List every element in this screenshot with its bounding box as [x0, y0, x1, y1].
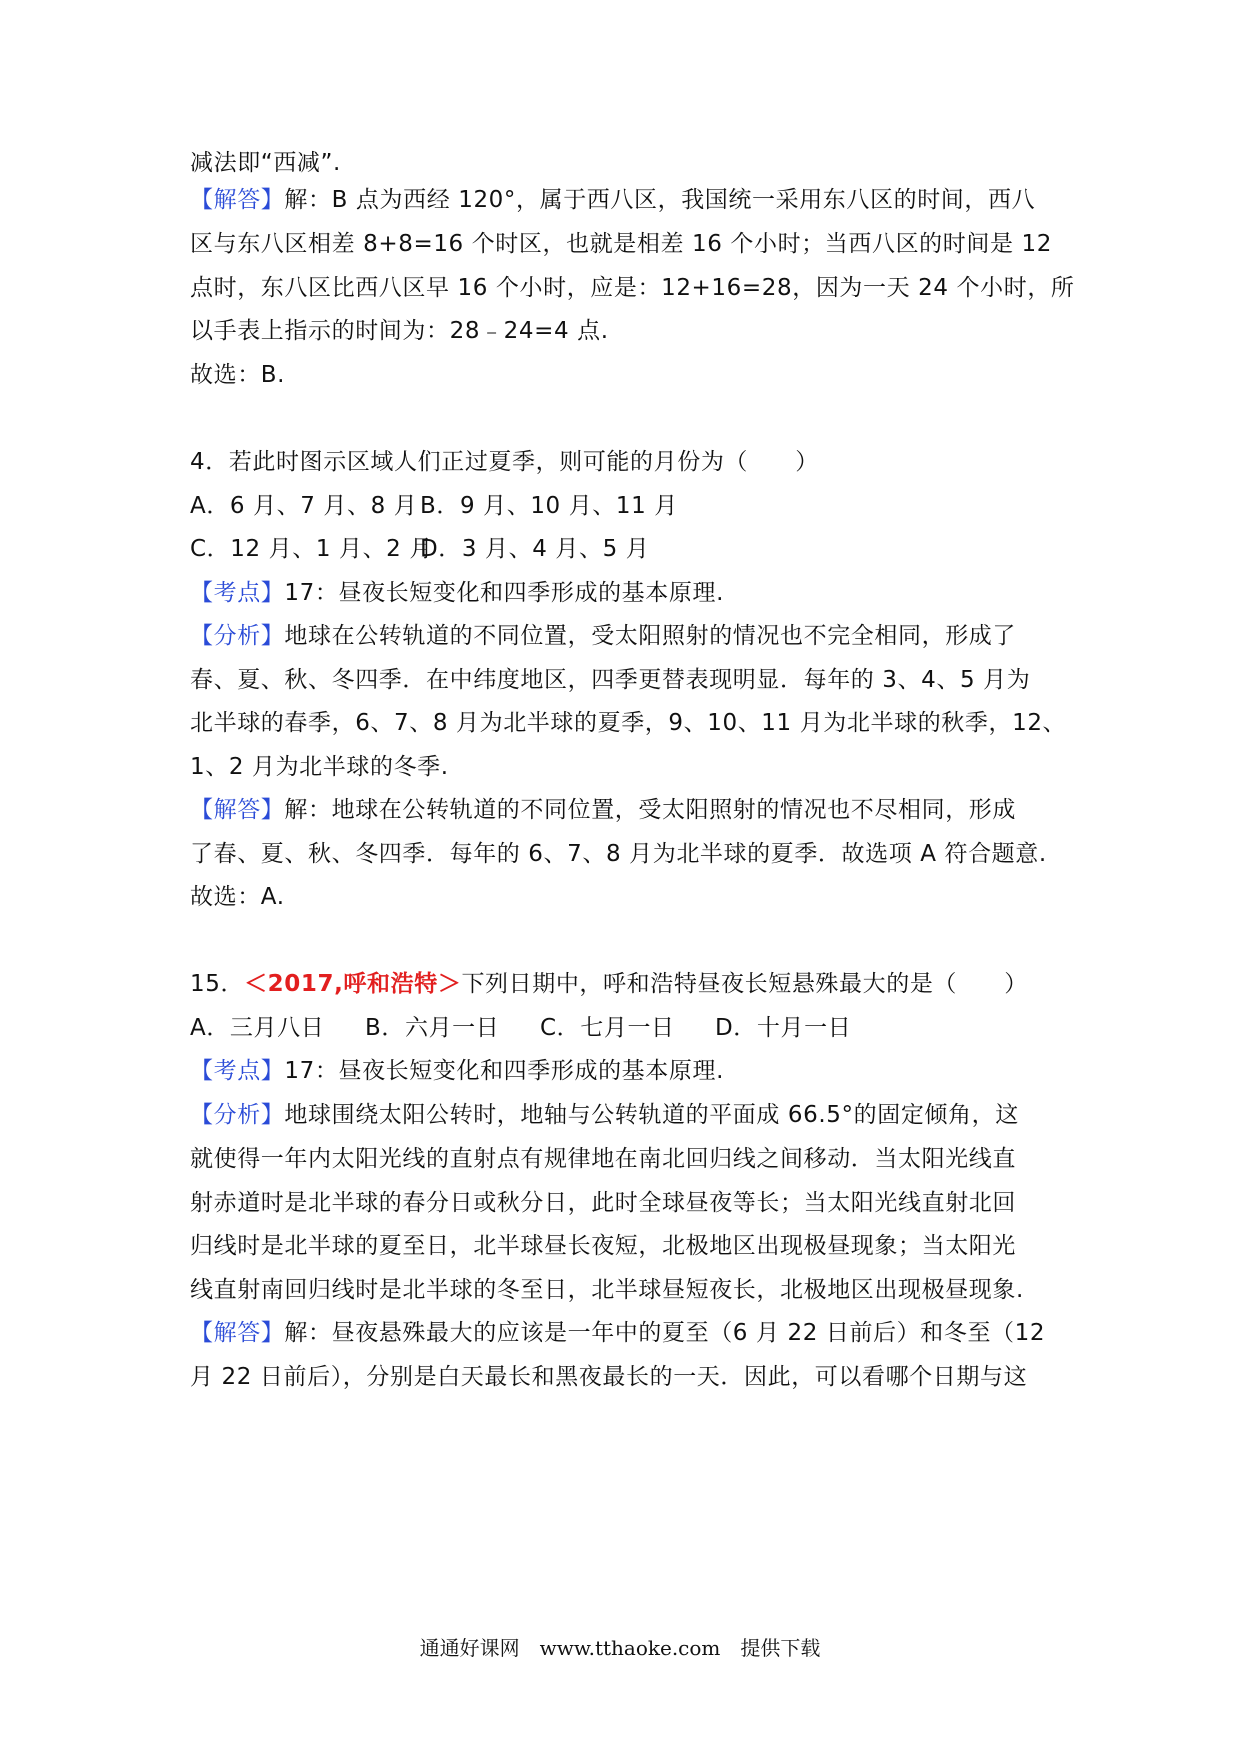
choice-line: [190, 358, 1070, 392]
text: 故选：A.: [190, 884, 285, 910]
analysis-line: [190, 1098, 1070, 1132]
text: 解：地球在公转轨道的不同位置，受太阳照射的情况也不尽相同，形成: [284, 797, 1017, 823]
kaodian-line: [190, 1054, 1070, 1088]
text-line: [190, 314, 1070, 348]
kaodian-tag: 【考点】: [190, 580, 285, 606]
text: 射赤道时是北半球的春分日或秋分日，此时全球昼夜等长；当太阳光线直射北回: [190, 1190, 1016, 1216]
analysis-tag: 【分析】: [190, 1102, 285, 1128]
question-4: [190, 445, 1070, 479]
answer-line: [190, 1316, 1070, 1350]
option-b: B．9 月、10 月、11 月: [420, 493, 678, 519]
text-line: [190, 1142, 1070, 1176]
text: 月 22 日前后），分别是白天最长和黑夜最长的一天．因此，可以看哪个日期与这: [190, 1364, 1028, 1390]
options-row: [190, 532, 1070, 566]
text-line: [190, 750, 1070, 784]
option-a: A．6 月、7 月、8 月: [190, 493, 418, 519]
text: 点时，东八区比西八区早 16 个小时，应是：12+16=28，因为一天 24 个小时，所: [190, 275, 1075, 301]
answer-line: [190, 793, 1070, 827]
question-text: 4．若此时图示区域人们正过夏季，则可能的月份为（ ）: [190, 449, 819, 475]
question-text: 下列日期中，呼和浩特昼夜长短悬殊最大的是（ ）: [461, 971, 1028, 997]
question-number: 15．: [190, 971, 245, 997]
option-d: D．3 月、4 月、5 月: [420, 536, 650, 562]
answer-tag: 【解答】: [190, 1320, 285, 1346]
text-line: [190, 837, 1070, 871]
option-d: D．十月一日: [715, 1015, 852, 1041]
text-line: [190, 663, 1070, 697]
text: 归线时是北半球的夏至日，北半球昼长夜短，北极地区出现极昼现象；当太阳光: [190, 1233, 1016, 1259]
question-15: [190, 967, 1070, 1001]
options-row: [190, 1011, 1070, 1045]
text-line: [190, 146, 1070, 180]
text-line: [190, 1229, 1070, 1263]
text: 故选：B.: [190, 362, 286, 388]
text: 了春、夏、秋、冬四季．每年的 6、7、8 月为北半球的夏季．故选项 A 符合题意.: [190, 841, 1047, 867]
analysis-line: [190, 619, 1070, 653]
source-tag: ＜2017,呼和浩特＞: [244, 971, 462, 997]
page-footer: 通通好课网 www.tthaoke.com 提供下载: [419, 1636, 821, 1660]
text: 以手表上指示的时间为：28﹣24=4 点.: [190, 318, 609, 344]
answer-line: [190, 183, 1070, 217]
option-c: C．12 月、1 月、2 月: [190, 536, 433, 562]
choice-line: [190, 880, 1070, 914]
analysis-tag: 【分析】: [190, 623, 285, 649]
text: 地球在公转轨道的不同位置，受太阳照射的情况也不完全相同，形成了: [284, 623, 1017, 649]
text: 线直射南回归线时是北半球的冬至日，北半球昼短夜长，北极地区出现极昼现象.: [190, 1277, 1024, 1303]
text-line: [190, 227, 1070, 261]
text: 减法即“西减”.: [190, 150, 341, 176]
text: 解：昼夜悬殊最大的应该是一年中的夏至（6 月 22 日前后）和冬至（12: [284, 1320, 1046, 1346]
option-c: C．七月一日: [540, 1015, 675, 1041]
text: 北半球的春季，6、7、8 月为北半球的夏季，9、10、11 月为北半球的秋季，12、: [190, 710, 1067, 736]
option-b: B．六月一日: [365, 1015, 500, 1041]
text-line: [190, 706, 1070, 740]
text-line: [190, 271, 1075, 305]
text-line: [190, 1360, 1070, 1394]
options-row: [190, 489, 1070, 523]
text-line: [190, 1186, 1070, 1220]
text: 春、夏、秋、冬四季．在中纬度地区，四季更替表现明显．每年的 3、4、5 月为: [190, 667, 1031, 693]
text: 1、2 月为北半球的冬季.: [190, 754, 449, 780]
text: 17：昼夜长短变化和四季形成的基本原理.: [284, 580, 724, 606]
text: 17：昼夜长短变化和四季形成的基本原理.: [284, 1058, 724, 1084]
text: 区与东八区相差 8+8=16 个时区，也就是相差 16 个小时；当西八区的时间是 12: [190, 231, 1052, 257]
text: 解：B 点为西经 120°，属于西八区，我国统一采用东八区的时间，西八: [284, 187, 1036, 213]
text: 地球围绕太阳公转时，地轴与公转轨道的平面成 66.5°的固定倾角，这: [284, 1102, 1019, 1128]
option-a: A．三月八日: [190, 1015, 325, 1041]
text: 就使得一年内太阳光线的直射点有规律地在南北回归线之间移动．当太阳光线直: [190, 1146, 1016, 1172]
answer-tag: 【解答】: [190, 187, 285, 213]
kaodian-line: [190, 576, 1070, 610]
text-line: [190, 1273, 1070, 1307]
kaodian-tag: 【考点】: [190, 1058, 285, 1084]
answer-tag: 【解答】: [190, 797, 285, 823]
